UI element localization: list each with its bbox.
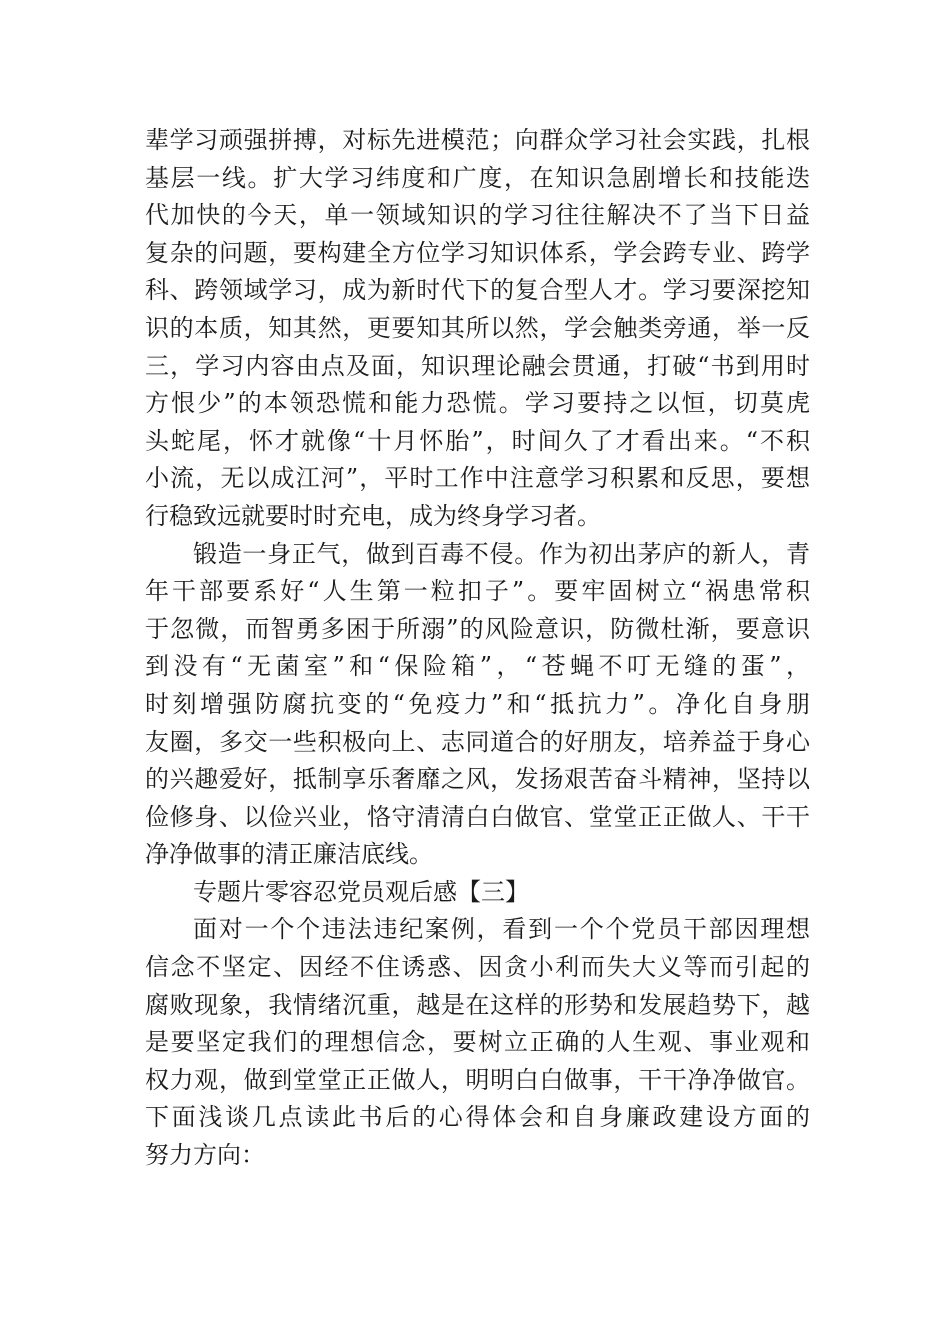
text-line: 科、跨领域学习，成为新时代下的复合型人才。学习要深挖知 — [145, 276, 810, 305]
text-line: 信念不坚定、因经不住诱惑、因贪小利而失大义等而引起的 — [145, 953, 810, 982]
text-line: 到没有“无菌室”和“保险箱”，“苍蝇不叮无缝的蛋”， — [145, 652, 810, 681]
text-line: 专题片零容忍党员观后感【三】 — [193, 877, 529, 906]
text-line: 头蛇尾，怀才就像“十月怀胎”，时间久了才看出来。“不积 — [145, 426, 810, 455]
text-line: 三，学习内容由点及面，知识理论融会贯通，打破“书到用时 — [145, 351, 810, 380]
document-body — [145, 122, 810, 1175]
text-line: 小流，无以成江河”，平时工作中注意学习积累和反思，要想 — [145, 464, 810, 493]
text-line: 友圈，多交一些积极向上、志同道合的好朋友，培养益于身心 — [145, 727, 810, 756]
text-line: 方恨少”的本领恐慌和能力恐慌。学习要持之以恒，切莫虎 — [145, 389, 810, 418]
text-line: 腐败现象，我情绪沉重，越是在这样的形势和发展趋势下，越 — [145, 990, 810, 1019]
text-line: 辈学习顽强拼搏，对标先进模范；向群众学习社会实践，扎根 — [145, 126, 810, 154]
text-line: 是要坚定我们的理想信念，要树立正确的人生观、事业观和 — [145, 1028, 810, 1057]
text-line: 年干部要系好“人生第一粒扣子”。要牢固树立“祸患常积 — [145, 577, 810, 606]
text-line: 复杂的问题，要构建全方位学习知识体系，学会跨专业、跨学 — [145, 238, 810, 267]
text-line: 净净做事的清正廉洁底线。 — [145, 840, 433, 869]
text-line: 代加快的今天，单一领域知识的学习往往解决不了当下日益 — [145, 201, 810, 230]
text-line: 识的本质，知其然，更要知其所以然，学会触类旁通，举一反 — [145, 313, 810, 342]
text-line: 下面浅谈几点读此书后的心得体会和自身廉政建设方面的 — [145, 1103, 810, 1132]
text-line: 于忽微，而智勇多困于所溺”的风险意识，防微杜渐，要意识 — [145, 614, 810, 643]
text-line: 的兴趣爱好，抵制享乐奢靡之风，发扬艰苦奋斗精神，坚持以 — [145, 765, 810, 794]
text-line: 行稳致远就要时时充电，成为终身学习者。 — [145, 501, 601, 530]
text-line: 时刻增强防腐抗变的“免疫力”和“抵抗力”。净化自身朋 — [145, 689, 810, 718]
text-line: 基层一线。扩大学习纬度和广度，在知识急剧增长和技能迭 — [145, 163, 810, 192]
text-line: 俭修身、以俭兴业，恪守清清白白做官、堂堂正正做人、干干 — [145, 802, 810, 831]
text-line: 努力方向： — [145, 1141, 265, 1170]
text-line: 锻造一身正气，做到百毒不侵。作为初出茅庐的新人，青 — [193, 539, 810, 568]
text-line: 权力观，做到堂堂正正做人，明明白白做事，干干净净做官。 — [145, 1065, 810, 1094]
text-line: 面对一个个违法违纪案例，看到一个个党员干部因理想 — [193, 915, 810, 944]
